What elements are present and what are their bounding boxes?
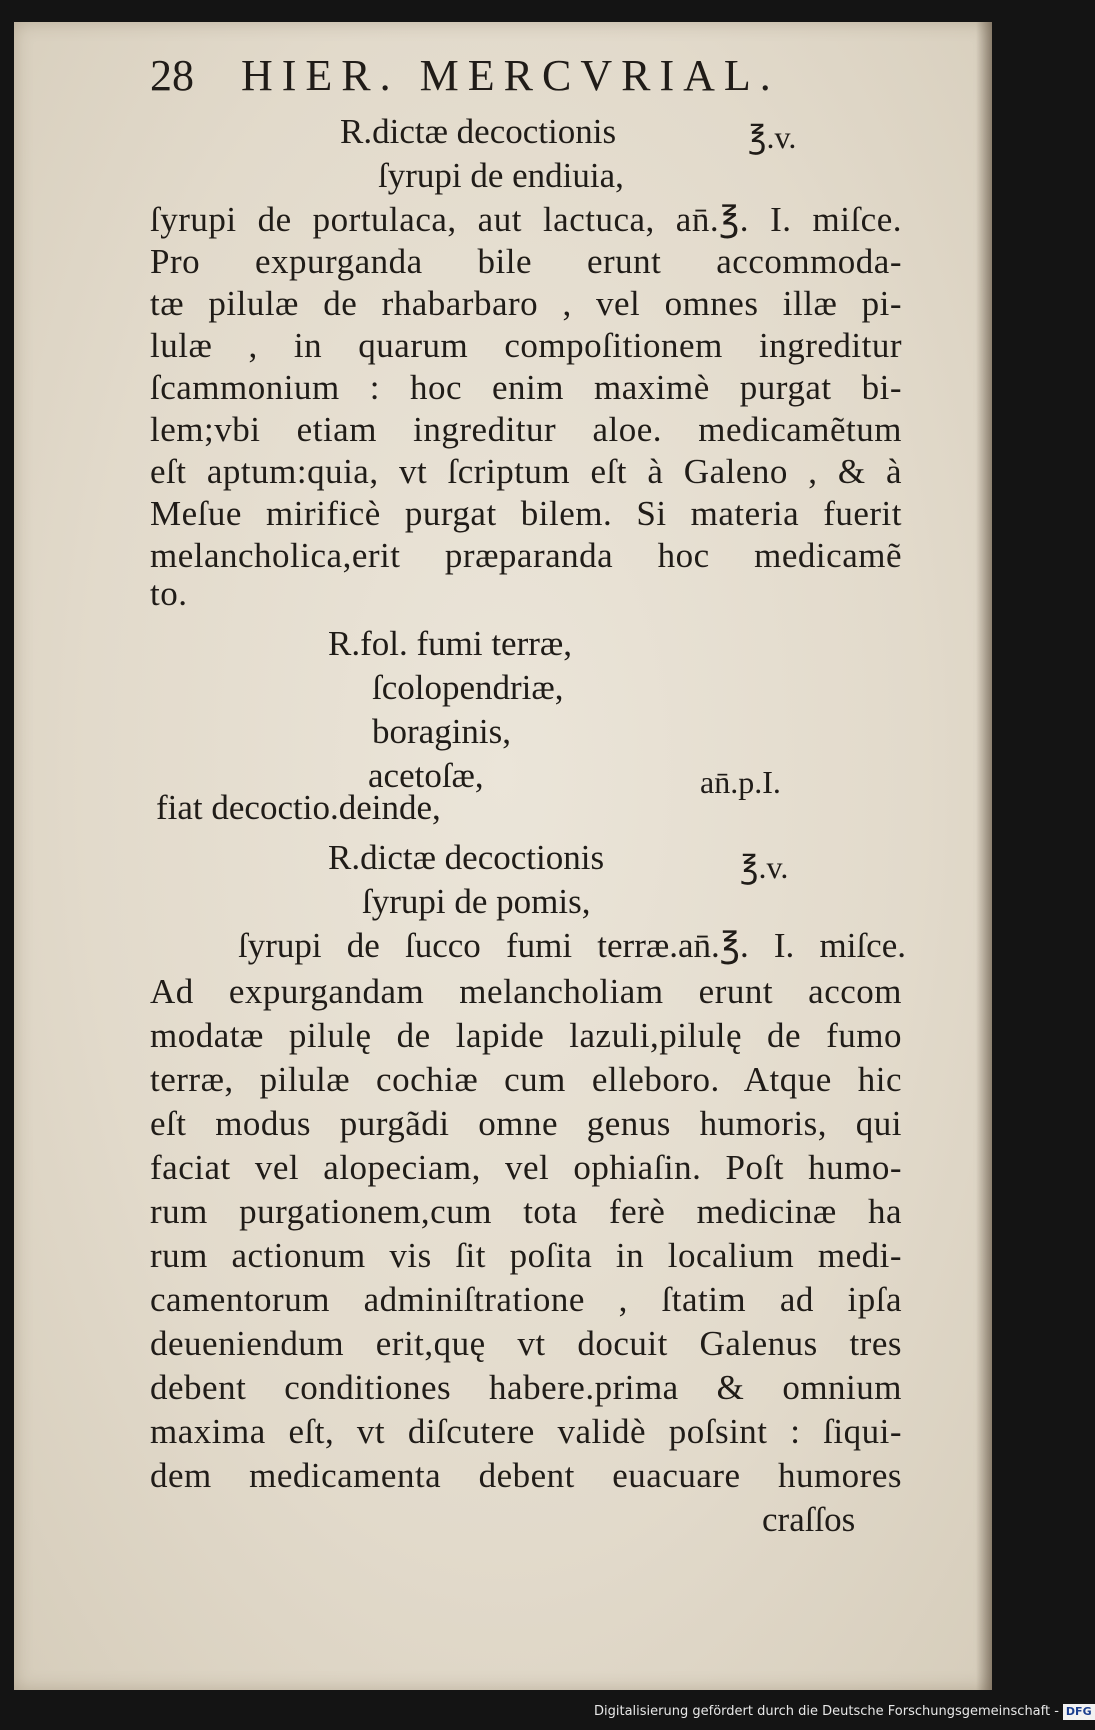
paragraph1-line: melancholica,erit præparanda hoc medicamẽ — [150, 536, 902, 575]
recipe2-line4: acetoſæ, — [368, 756, 484, 795]
paragraph1-line: ſcammonium : hoc enim maximè purgat bi- — [150, 368, 902, 407]
recipe3-line2: ſyrupi de pomis, — [362, 882, 591, 921]
paragraph1-line: lem;vbi etiam ingreditur aloe. medicamẽtum — [150, 410, 902, 449]
paragraph2-line: rum actionum vis ſit poſita in localium medi- — [150, 1236, 902, 1275]
recipe1-line2: ſyrupi de endiuia, — [378, 156, 624, 195]
credit-text: Digitalisierung gefördert durch die Deutsche Forschungsgemeinschaft - — [594, 1704, 1059, 1719]
paragraph1-line: ſyrupi de portulaca, aut lactuca, an̄.℥. I. miſce. — [150, 200, 902, 239]
paragraph2-line: faciat vel alopeciam, vel ophiaſin. Poſt humo- — [150, 1148, 902, 1187]
paragraph2-line: maxima eſt, vt diſcutere validè poſsint : ſiqui- — [150, 1412, 902, 1451]
paragraph2-line: modatæ pilulę de lapide lazuli,pilulę de fumo — [150, 1016, 902, 1055]
recipe1-quantity: ℥.v. — [748, 119, 797, 155]
paragraph2-line: terræ, pilulæ cochiæ cum elleboro. Atque hic — [150, 1060, 902, 1099]
recipe2-line2: ſcolopendriæ, — [372, 668, 564, 707]
paragraph1-line: tæ pilulæ de rhabarbaro , vel omnes illæ pi- — [150, 284, 902, 323]
recipe2-line1: R.fol. fumi terræ, — [328, 624, 572, 663]
recipe2-line5: fiat decoctio.deinde, — [156, 788, 441, 827]
dfg-logo: DFG — [1063, 1704, 1095, 1720]
paragraph1-line: Meſue mirificè purgat bilem. Si materia fuerit — [150, 494, 902, 533]
paragraph2-line: debent conditiones habere.prima & omnium — [150, 1368, 902, 1407]
recipe2-line3: boraginis, — [372, 712, 512, 751]
catchword: craſſos — [762, 1500, 856, 1539]
page-header — [150, 50, 780, 101]
paragraph2-line: Ad expurgandam melancholiam erunt accom — [150, 972, 902, 1011]
paragraph1-line: Pro expurganda bile erunt accommoda- — [150, 242, 902, 281]
recipe2-quantity: an̄.p.I. — [700, 764, 781, 800]
paragraph2-line: eſt modus purgãdi omne genus humoris, qui — [150, 1104, 902, 1143]
paragraph2-line: deueniendum erit,quę vt docuit Galenus tres — [150, 1324, 902, 1363]
paragraph2-line: dem medicamenta debent euacuare humores — [150, 1456, 902, 1495]
recipe3-quantity: ℥.v. — [740, 849, 789, 885]
page-number: 28 — [150, 51, 194, 100]
paragraph1-last-line: to. — [150, 574, 188, 613]
paragraph2-line: camentorum adminiſtratione , ſtatim ad ipſa — [150, 1280, 902, 1319]
paragraph1-line: lulæ , in quarum compoſitionem ingreditur — [150, 326, 902, 365]
running-title: HIER. MERCVRIAL. — [241, 51, 780, 100]
recipe1-line1: R.dictæ decoctionis — [340, 112, 617, 151]
paragraph2-line: rum purgationem,cum tota ferè medicinæ ha — [150, 1192, 902, 1231]
paragraph1-line: eſt aptum:quia, vt ſcriptum eſt à Galeno , & à — [150, 452, 902, 491]
digitization-credit — [594, 1700, 1095, 1724]
recipe3-line3: ſyrupi de ſucco fumi terræ.an̄.℥. I. miſce. — [238, 926, 906, 965]
page-edge-shadow — [976, 22, 992, 1690]
recipe3-line1: R.dictæ decoctionis — [328, 838, 605, 877]
